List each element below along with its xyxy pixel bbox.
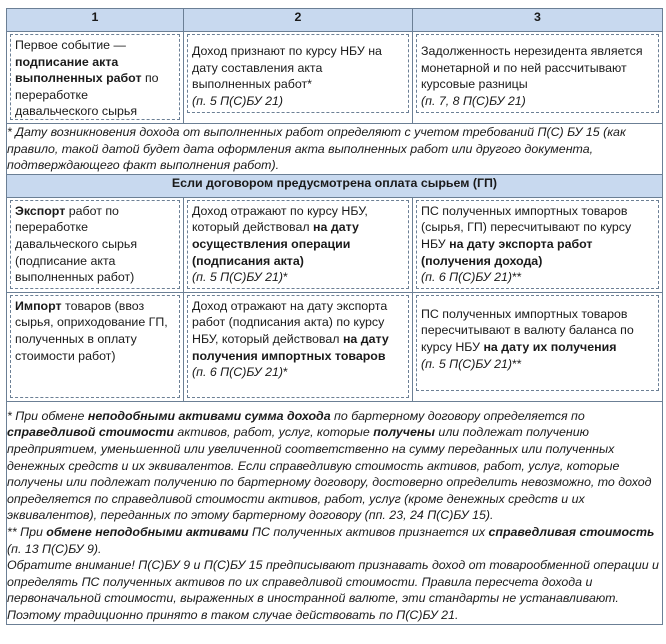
row1-col2 — [184, 32, 413, 124]
footnote-barter-p1: * При обмене неподобными активами сумма дохода по бартерному договору определяется по справедливой стоимости активов, работ, услуг, которые получены или подлежат получению предприятием, уменьшенной или увеличенной соответственно на сумму переданных или полученных денежных средств и их эквивалентов. Если справедливую стоимость активов, работ, услуг, которые получены или подлежат получению по бартерному договору, достоверно определить невозможно, то доход определяется по справедливой стоимости активов, работ, услуг (кроме денежных средств и их эквивалентов), переданных по этому бартерному договору (пп. 23, 24 П(С)БУ 15). — [7, 408, 652, 523]
header-col-2: 2 — [184, 9, 413, 32]
header-col-3: 3 — [413, 9, 663, 32]
header-col-1: 1 — [7, 9, 184, 32]
table-row — [7, 292, 663, 401]
table-header-row — [7, 9, 663, 32]
footnote-barter-p2: ** При обмене неподобными активами ПС полученных активов признается их справедливая стоимость (п. 13 П(С)БУ 9). — [7, 524, 655, 556]
section-title: Если договором предусмотрена оплата сырьем (ГП) — [7, 174, 663, 197]
row2-col3 — [413, 197, 663, 292]
row3-col2-box: Доход отражают на дату экспорта работ (подписания акта) по курсу НБУ, который действовал на дату получения импортных товаров (п. 6 П(С)БУ 21)* — [187, 295, 409, 398]
table-row — [7, 401, 663, 624]
footnote-date-income: * Дату возникновения дохода от выполненных работ определяют с учетом требований П(С) БУ 15 (как правило, такой датой будет дата оформления акта выполненных работ или другого документа, подтверждающего факт выполнения работ). — [7, 124, 663, 175]
row3-col3-box: ПС полученных импортных товаров пересчитывают в валюту баланса по курсу НБУ на дату их получения (п. 5 П(С)БУ 21)** — [416, 295, 659, 391]
row3-col3 — [413, 292, 663, 401]
row1-col3-box: Задолженность нерезидента является монетарной и по ней рассчитывают курсовые разницы (п. 7, 8 П(С)БУ 21) — [416, 34, 659, 113]
row2-col2 — [184, 197, 413, 292]
row1-col1 — [7, 32, 184, 124]
table-row — [7, 124, 663, 175]
row1-col1-box: Первое событие — подписание акта выполненных работ по переработке давальческого сырья — [10, 34, 180, 120]
row3-col2 — [184, 292, 413, 401]
row3-col1-box: Импорт товаров (ввоз сырья, оприходование ГП, полученных в оплату стоимости работ) — [10, 295, 180, 398]
row1-col3 — [413, 32, 663, 124]
accounting-table — [6, 8, 663, 625]
row1-col2-box: Доход признают по курсу НБУ на дату составления акта выполненных работ* (п. 5 П(С)БУ 21) — [187, 34, 409, 113]
section-header-row — [7, 174, 663, 197]
row2-col2-box: Доход отражают по курсу НБУ, который действовал на дату осуществления операции (подписания акта) (п. 5 П(С)БУ 21)* — [187, 200, 409, 289]
table-row — [7, 32, 663, 124]
footnote-barter-p3: Обратите внимание! П(С)БУ 9 и П(С)БУ 15 предписывают признавать доход от товарообменной операции и определять ПС полученных активов по их справедливой стоимости. Правила пересчета дохода и первоначальной стоимости, выраженных в иностранной валюте, эти стандарты не устанавливают. Поэтому традиционно принято в таком случае действовать по П(С)БУ 21. — [7, 558, 659, 622]
row2-col3-box: ПС полученных импортных товаров (сырья, ГП) пересчитывают по курсу НБУ на дату экспорта работ (получения дохода) (п. 6 П(С)БУ 21)** — [416, 200, 659, 289]
table-row — [7, 197, 663, 292]
row2-col1-box: Экспорт работ по переработке давальческого сырья (подписание акта выполненных работ) — [10, 200, 180, 289]
footnote-barter — [7, 401, 663, 624]
row3-col1 — [7, 292, 184, 401]
row2-col1 — [7, 197, 184, 292]
